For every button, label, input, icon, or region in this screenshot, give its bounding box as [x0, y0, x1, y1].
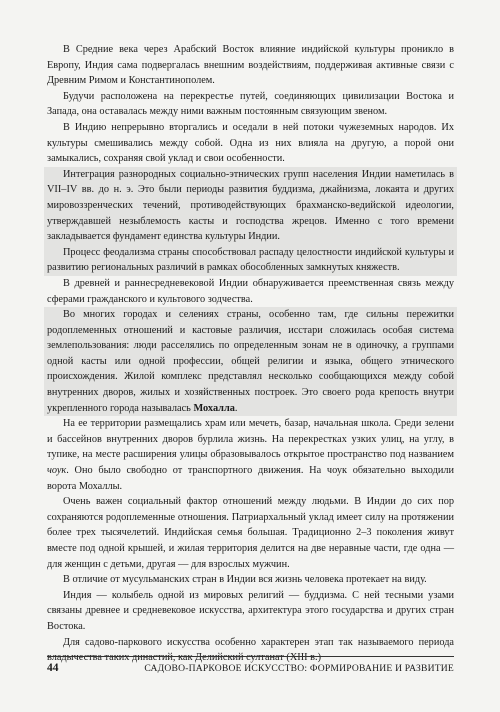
paragraph-7	[44, 307, 457, 416]
body-text	[47, 42, 454, 666]
paragraph-8-text: На ее территории размещались храм или мечеть, базар, начальная школа. Среди зелени и бассейнов внутренних дворов бурлила жизнь. На перекрестках узких улиц, на углу, в тупике, на месте расширения улицы образовывалось открытое пространство под названием	[47, 418, 454, 461]
paragraph-12: Для садово-паркового искусства особенно характерен этап так называемого периода владычества таких династий, как Делийский султанат (XIII в.)	[47, 636, 454, 664]
paragraph-7-text: Во многих городах и селениях страны, особенно там, где сильны пережитки родоплеменных отношений и кастовые различия, исстари сложилась особая система землепользования: люди расселялись по определенным зонам не в одиночку, а группами одной касты или одной профессии, общей религии и языка, общего этнического происхождения. Жилой комплекс представлял несколько сообщающихся между собой внутренних дворов, жилых и хозяйственных построек. Это своего рода крепость внутри укрепленного города называлась	[47, 309, 454, 414]
paragraph-8	[47, 416, 454, 494]
running-head: САДОВО-ПАРКОВОЕ ИСКУССТВО: ФОРМИРОВАНИЕ И РАЗВИТИЕ	[144, 663, 454, 674]
term-mohalla: Мохалла	[193, 402, 235, 414]
paragraph-8-end: . Оно было свободно от транспортного движения. На чоук обязательно выходили ворота Мохаллы.	[47, 465, 454, 492]
term-chouk: чоук	[47, 465, 67, 477]
paragraph-9: Очень важен социальный фактор отношений между людьми. В Индии до сих пор сохраняются родоплеменные отношения. Патриархальный уклад имеет силу на протяжении более трех тысячелетий. Индийская семья большая. Традиционно 2–3 поколения живут вместе под одной крышей, и жилая территория делится на две неравные части, где одна — для женщин с детьми, другая — для взрослых мужчин.	[47, 496, 454, 570]
paragraph-7-end: .	[234, 402, 238, 414]
paragraph-10: В отличие от мусульманских стран в Индии вся жизнь человека протекает на виду.	[63, 574, 427, 586]
paragraph-1: В Средние века через Арабский Восток влияние индийской культуры проникло в Европу, Индия сама подвергалась внешним воздействиям, поддерживая активные связи с Древним Римом и Константинополем.	[47, 44, 454, 87]
paragraph-11: Индия — колыбель одной из мировых религий — буддизма. С ней тесными узами связаны древнее и средневековое искусства, архитектура этого государства и других стран Востока.	[47, 589, 454, 632]
page-footer	[47, 656, 454, 674]
page-number: 44	[47, 662, 59, 674]
paragraph-5: Процесс феодализма страны способствовал распаду целостности индийской культуры и развитию региональных различий в рамках обособленных замкнутых княжеств.	[44, 245, 457, 276]
paragraph-4: Интеграция разнородных социально-этнических групп населения Индии наметилась в VII–IV вв. до н. э. Это были периоды развития буддизма, джайнизма, локаята и других мировоззренческих течений, противодействующих брахманско-ведийской идеологии, утверждавшей незыблемость касты и господства жрецов. Именно с того времени закладывается фундамент единства культуры Индии.	[44, 167, 457, 245]
paragraph-3: В Индию непрерывно вторгались и оседали в ней потоки чужеземных народов. Их культуры смешивались между собой. Одна из них влияла на другую, а порой они замыкались, сохраняя свой уклад и свои особенности.	[47, 121, 454, 165]
paragraph-2: Будучи расположена на перекрестье путей, соединяющих цивилизации Востока и Запада, она оставалась между ними важным постоянным связующим звеном.	[47, 90, 454, 118]
paragraph-6: В древней и раннесредневековой Индии обнаруживается преемственная связь между сферами гражданского и культового зодчества.	[47, 277, 454, 305]
